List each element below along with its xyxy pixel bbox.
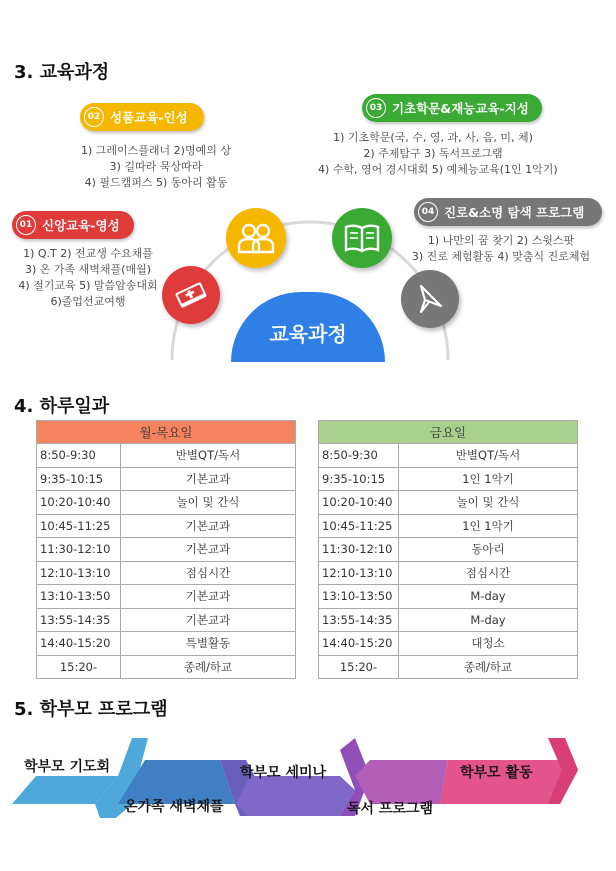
schedule-row [319, 467, 578, 491]
area-character-desc [74, 143, 238, 191]
activity-cell: 1인 1악기 [399, 467, 578, 491]
activity-cell: 동아리 [399, 538, 578, 562]
time-cell: 10:20-10:40 [319, 491, 399, 515]
area-career-desc [400, 233, 602, 265]
mon-thu-table [36, 420, 296, 679]
parents-item: 온가족 새벽채플 [124, 799, 224, 815]
mon-thu-header: 월-목요일 [37, 421, 296, 444]
area-title: 진로&소명 탐색 프로그램 [444, 205, 585, 220]
paper-plane-icon [401, 270, 459, 328]
time-cell: 10:45-11:25 [319, 514, 399, 538]
schedule-row [37, 655, 296, 679]
curriculum-title: 3. 교육과정 [14, 62, 110, 83]
activity-cell: 놀이 및 간식 [121, 491, 296, 515]
area-academic-desc [318, 130, 558, 178]
activity-cell: 기본교과 [121, 538, 296, 562]
schedule-row [37, 585, 296, 609]
desc-line: 4) 절기교육 5) 말씀암송대회 [18, 279, 158, 292]
activity-cell: M-day [399, 608, 578, 632]
schedule-row [319, 585, 578, 609]
time-cell: 9:35-10:15 [37, 467, 121, 491]
activity-cell: 기본교과 [121, 585, 296, 609]
time-cell: 14:40-15:20 [37, 632, 121, 656]
schedule-row [37, 538, 296, 562]
area-career-pill [414, 198, 602, 226]
schedule-row [319, 444, 578, 468]
area-faith-desc [8, 246, 168, 310]
activity-cell: 종례/하교 [399, 655, 578, 679]
time-cell: 14:40-15:20 [319, 632, 399, 656]
activity-cell: 종례/하교 [121, 655, 296, 679]
parents-title: 5. 학부모 프로그램 [14, 699, 168, 720]
time-cell: 8:50-9:30 [37, 444, 121, 468]
activity-cell: 기본교과 [121, 467, 296, 491]
time-cell: 13:55-14:35 [37, 608, 121, 632]
schedule-row [37, 561, 296, 585]
desc-line: 1) 나만의 꿈 찾기 2) 스윗스팟 [427, 234, 575, 247]
activity-cell: 반별QT/독서 [399, 444, 578, 468]
area-faith-pill [12, 211, 134, 239]
time-cell: 12:10-13:10 [37, 561, 121, 585]
schedule-row [319, 655, 578, 679]
desc-line: 1) 그레이스플래너 2)명예의 상 [81, 144, 231, 157]
time-cell: 11:30-12:10 [319, 538, 399, 562]
desc-line: 6)졸업선교여행 [50, 295, 126, 308]
desc-line: 4) 수학, 영어 경시대회 5) 예체능교육(1인 1악기) [318, 163, 558, 176]
time-cell: 10:45-11:25 [37, 514, 121, 538]
desc-line: 1) 기초학문(국, 수, 영, 과, 사, 음, 미, 체) [333, 131, 533, 144]
desc-line: 1) Q.T 2) 전교생 수요채플 [23, 247, 153, 260]
schedule-row [319, 491, 578, 515]
activity-cell: 1인 1악기 [399, 514, 578, 538]
time-cell: 15:20- [319, 655, 399, 679]
desc-line: 3) 진로 체험활동 4) 맞춤식 진로체험 [411, 250, 591, 263]
schedule-row [319, 514, 578, 538]
parents-item: 학부모 활동 [460, 765, 533, 781]
schedule-row [319, 608, 578, 632]
area-number: 01 [16, 215, 36, 235]
time-cell: 12:10-13:10 [319, 561, 399, 585]
fri-header: 금요일 [319, 421, 578, 444]
desc-line: 4) 필드캠퍼스 5) 동아리 활동 [84, 176, 228, 189]
schedule-row [319, 632, 578, 656]
schedule-row [319, 561, 578, 585]
activity-cell: 놀이 및 간식 [399, 491, 578, 515]
area-character-pill [80, 103, 204, 131]
time-cell: 13:55-14:35 [319, 608, 399, 632]
time-cell: 13:10-13:50 [37, 585, 121, 609]
area-number: 03 [366, 98, 386, 118]
activity-cell: 기본교과 [121, 514, 296, 538]
desc-line: 2) 주제탐구 3) 독서프로그램 [363, 147, 503, 160]
parents-item: 학부모 기도회 [24, 759, 111, 775]
people-icon [226, 208, 286, 268]
parents-item: 학부모 세미나 [240, 765, 327, 781]
schedule-row [37, 632, 296, 656]
activity-cell: M-day [399, 585, 578, 609]
area-title: 기초학문&재능교육-지성 [392, 101, 529, 116]
activity-cell: 대청소 [399, 632, 578, 656]
area-title: 신앙교육-영성 [42, 218, 120, 233]
daily-title: 4. 하루일과 [14, 396, 110, 417]
activity-cell: 기본교과 [121, 608, 296, 632]
desc-line: 3) 길따라 묵상따라 [109, 160, 203, 173]
time-cell: 9:35-10:15 [319, 467, 399, 491]
schedule-row [37, 467, 296, 491]
time-cell: 10:20-10:40 [37, 491, 121, 515]
area-title: 성품교육-인성 [110, 110, 188, 125]
desc-line: 3) 온 가족 새벽채플(매월) [25, 263, 151, 276]
book-icon [332, 208, 392, 268]
activity-cell: 점심시간 [399, 561, 578, 585]
schedule-row [37, 444, 296, 468]
schedule-row [37, 514, 296, 538]
area-number: 02 [84, 107, 104, 127]
fri-table [318, 420, 578, 679]
time-cell: 11:30-12:10 [37, 538, 121, 562]
schedule-row [37, 491, 296, 515]
activity-cell: 특별활동 [121, 632, 296, 656]
parents-item: 독서 프로그램 [347, 801, 434, 817]
time-cell: 8:50-9:30 [319, 444, 399, 468]
activity-cell: 반별QT/독서 [121, 444, 296, 468]
schedule-row [37, 608, 296, 632]
schedule-row [319, 538, 578, 562]
bible-icon [162, 266, 220, 324]
area-academic-pill [362, 94, 542, 122]
time-cell: 15:20- [37, 655, 121, 679]
curriculum-center-label: 교육과정 [231, 292, 385, 362]
time-cell: 13:10-13:50 [319, 585, 399, 609]
area-number: 04 [418, 202, 438, 222]
activity-cell: 점심시간 [121, 561, 296, 585]
